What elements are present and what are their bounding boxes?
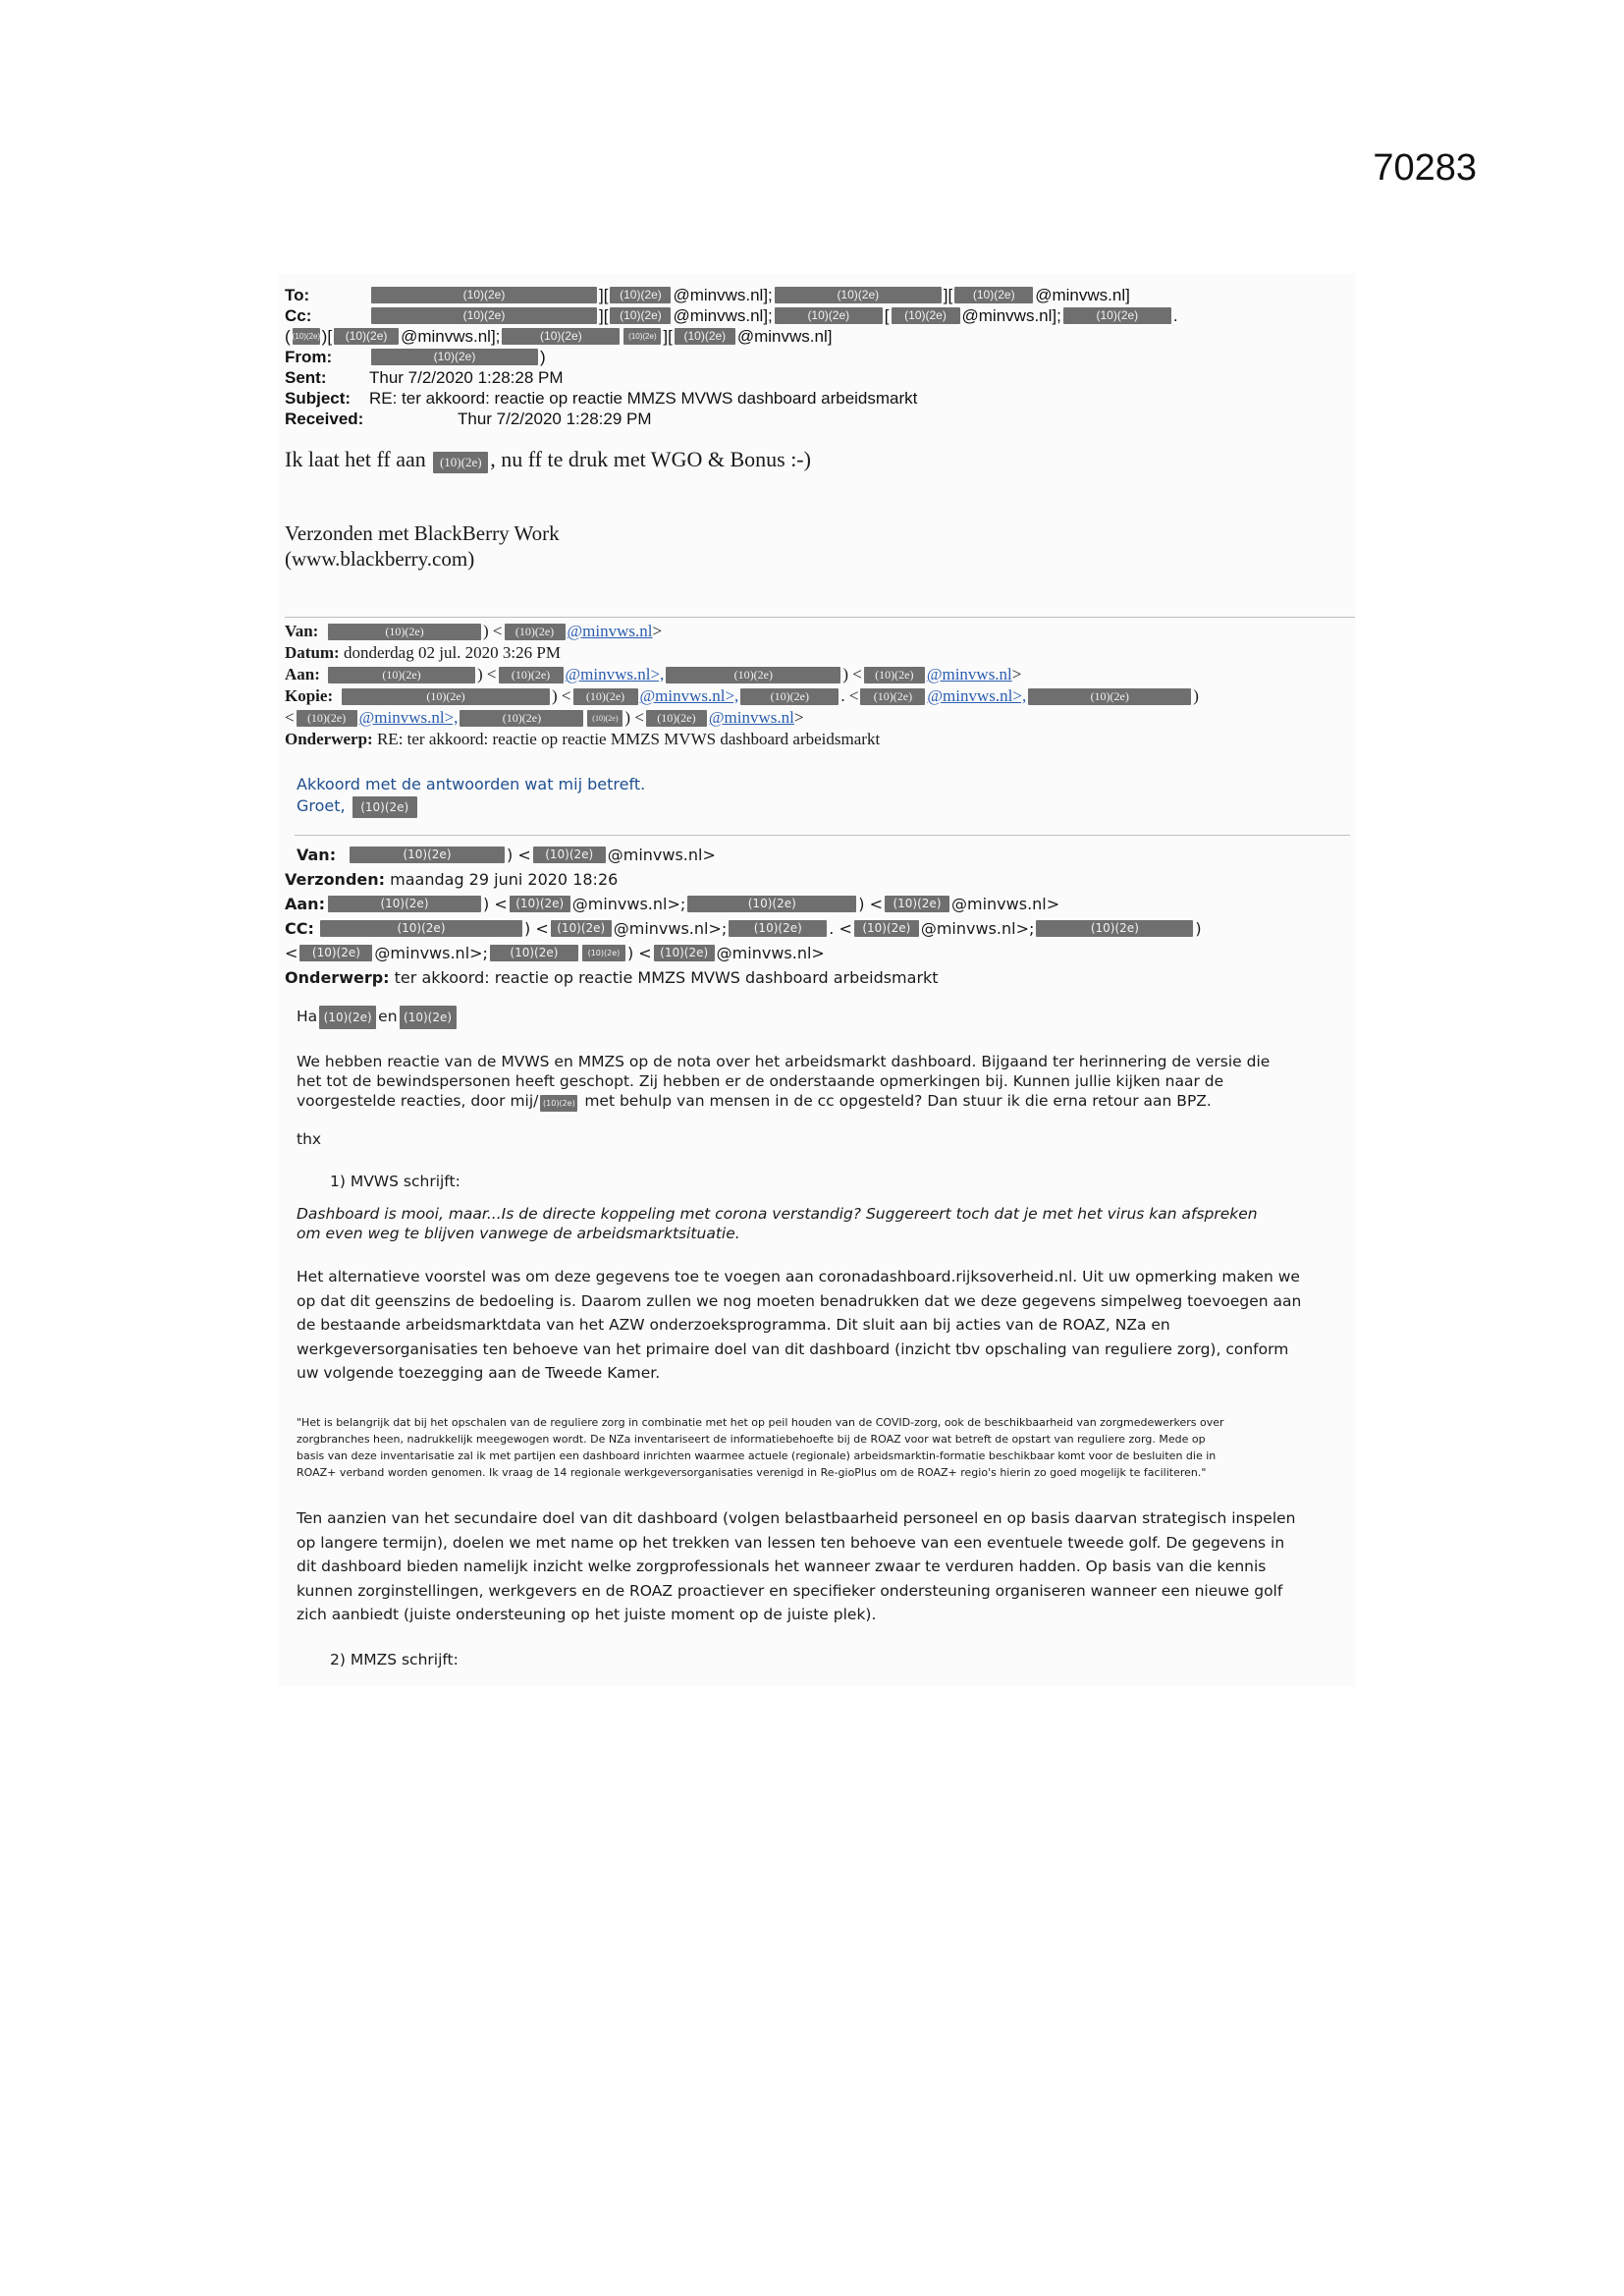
email-link[interactable]: @minvws.nl>, (565, 665, 665, 683)
redaction: (10)(2e) (860, 688, 925, 705)
redaction: (10)(2e) (540, 1095, 577, 1112)
sent-value: Thur 7/2/2020 1:28:28 PM (369, 368, 564, 387)
paragraph: Het alternatieve voorstel was om deze gegevens toe te voegen aan coronadashboard.rijksoverheid.nl. Uit uw opmerking maken we op dat dit geenszins de bedoeling is. Daarom zullen we nog moeten benadrukken dat we deze gegevens simpelweg toevoegen aan de bestaande arbeidsmarktdata van het AZW onderzoeksprogramma. Dit sluit aan bij acties van de ROAZ, NZa en werkgeversorganisaties ten behoeve van het primaire doel van dit dashboard (inzicht tbv opschaling van reguliere zorg), conform uw volgende toezegging aan de Tweede Kamer. (297, 1268, 1302, 1382)
signature: Verzonden met BlackBerry Work (www.blackberry.com) (285, 521, 560, 571)
redaction: (10)(2e) (775, 307, 883, 324)
email-domain: @minvws.nl]; (961, 306, 1061, 325)
email-link[interactable]: @minvws.nl (926, 665, 1012, 683)
list-item: 1) MVWS schrijft: (330, 1173, 460, 1190)
cc-label: Cc: (285, 306, 312, 325)
quote: Dashboard is mooi, maar...Is de directe koppeling met corona verstandig? Suggereert toch dat je met het virus kan afspreken om even weg te blijven vanwege de arbeidsmarktsituatie. (297, 1205, 1258, 1242)
paragraph: Ten aanzien van het secundaire doel van dit dashboard (volgen belastbaarheid personeel en op basis daarvan strategisch inspelen op langere termijn), doelen we met name op het trekken van lessen ten behoeve van een eventuele tweede golf. De gegevens in dit dashboard bieden namelijk inzicht welke zorgprofessionals het wanneer zwaar te verduren hadden. Op basis van die kennis kunnen zorginstellingen, werkgevers en de ROAZ proactiever en specifieker ondersteuning organiseren wanneer een nieuwe golf zich aanbiedt (juiste ondersteuning op het juiste moment op de juiste plek). (297, 1509, 1296, 1623)
email-link[interactable]: @minvws.nl (708, 708, 794, 727)
redaction: (10)(2e) (892, 307, 960, 324)
email-link[interactable]: @minvws.nl>, (639, 686, 739, 705)
redaction: (10)(2e) (1036, 920, 1193, 937)
to-label: To: (285, 286, 310, 304)
email-header (285, 285, 1178, 429)
document-number: 70283 (1373, 147, 1477, 189)
redaction: (10)(2e) (460, 710, 583, 727)
subject-row (285, 388, 1178, 409)
redaction: (10)(2e) (533, 847, 606, 863)
redaction: (10)(2e) (1063, 307, 1171, 324)
redaction: (10)(2e) (729, 920, 827, 937)
email-domain: @minvws.nl] (1035, 286, 1130, 304)
redaction: (10)(2e) (954, 287, 1033, 303)
cc-continued-row: ( (10)(2e) )[ (10)(2e) @minvws.nl]; (10)(2e) (10)(2e) ][ (10)(2e) @minvws.nl] (285, 327, 833, 346)
email-link[interactable]: @minvws.nl (567, 622, 653, 640)
email-domain: @minvws.nl]; (673, 306, 773, 325)
redaction: (10)(2e) (505, 624, 566, 640)
redaction: (10)(2e) (350, 847, 505, 863)
subject-value: RE: ter akkoord: reactie op reactie MMZS MVWS dashboard arbeidsmarkt (369, 389, 918, 408)
redaction: (10)(2e) (490, 945, 578, 961)
redaction: (10)(2e) (371, 287, 597, 303)
redaction: (10)(2e) (328, 667, 475, 683)
redaction: (10)(2e) (342, 688, 550, 705)
redaction: (10)(2e) (502, 328, 620, 345)
redaction: (10)(2e) (610, 287, 671, 303)
redaction: (10)(2e) (551, 920, 612, 937)
greeting: Ha (10)(2e) en (10)(2e) (297, 1006, 1347, 1029)
email-domain: @minvws.nl]; (673, 286, 773, 304)
redaction: (10)(2e) (433, 452, 488, 473)
redaction: (10)(2e) (352, 796, 417, 818)
redaction: (10)(2e) (573, 688, 638, 705)
redaction: (10)(2e) (623, 328, 661, 345)
redaction: (10)(2e) (293, 328, 320, 345)
paragraph: We hebben reactie van de MVWS en MMZS op de nota over het arbeidsmarkt dashboard. Bijgaand ter herinnering de versie die het tot de bewindspersonen heeft geschopt. Zij hebben er de onderstaande opmerkingen bij. Kunnen jullie kijken naar de voorgestelde reacties, door mij/ (10)(2e) met behulp van mensen in de cc opgesteld? Dan stuur ik die erna retour aan BPZ. (297, 1053, 1271, 1110)
citation: "Het is belangrijk dat bij het opschalen van de reguliere zorg in combinatie met het op peil houden van de COVID-zorg, ook de beschikbaarheid van zorgmedewerkers over zorgbranches heen, nadrukkelijk meegewogen wordt. De NZa inventariseert de informatiebehoefte bij de ROAZ voor wat betreft de opstart van reguliere zorg. Mede op basis van deze inventarisatie zal ik met partijen een dashboard inrichten waarmee actuele (regionale) arbeidsmarktin-formatie beschikbaar komt voor de besluiten die in ROAZ+ verband worden genomen. Ik vraag de 14 regionale werkgeversorganisaties verenigd in Re-gioPlus om de ROAZ+ regio's hierin zo goed mogelijk te faciliteren." (297, 1416, 1224, 1479)
email-link[interactable]: @minvws.nl>, (358, 708, 459, 727)
redaction: (10)(2e) (334, 328, 399, 345)
redaction: (10)(2e) (328, 896, 481, 912)
redaction: (10)(2e) (675, 328, 735, 345)
redaction: (10)(2e) (320, 920, 522, 937)
redaction: (10)(2e) (1028, 688, 1191, 705)
sent-label: Sent: (285, 368, 327, 387)
redaction: (10)(2e) (319, 1006, 376, 1029)
redaction: (10)(2e) (654, 945, 715, 961)
redaction: (10)(2e) (582, 945, 625, 961)
redaction: (10)(2e) (297, 710, 357, 727)
received-value: Thur 7/2/2020 1:28:29 PM (458, 410, 652, 428)
email-link[interactable]: @minvws.nl>, (927, 686, 1027, 705)
email-domain: @minvws.nl]; (401, 327, 501, 346)
forward-header-1: Van: (10)(2e) ) < (10)(2e) @minvws.nl > Datum: donderdag 02 jul. 2020 3:26 PM Aan: (10)(2e) ) < (10)(2e) @minvws.nl>, (10)(2e) ) < (10)(2e) @minvws.nl > Kopie: (10)(2e) ) < (10)(2e) @minvws.nl>, (10)(2e) . < (10)(2e) @minvws.nl>, (10)(2e) ) < (10)(2e) @minvws.nl>, (10)(2e) (10)(2e) ) < (10)(2e) @minvws.nl > Onderwerp: RE: ter akkoord: reactie op reactie MMZS MVWS dashboard arbeidsmarkt (285, 622, 1199, 748)
email-domain: @minvws.nl] (736, 327, 833, 346)
cc-row: Cc: (10)(2e) ][ (10)(2e) @minvws.nl]; (10)(2e) [ (10)(2e) @minvws.nl]; (10)(2e) . (285, 306, 1178, 325)
redaction: (10)(2e) (610, 307, 671, 324)
subject-label: Subject: (285, 389, 352, 408)
message-body: Ik laat het ff aan (10)(2e) , nu ff te druk met WGO & Bonus :-) (285, 447, 811, 471)
redaction: (10)(2e) (775, 287, 942, 303)
redaction: (10)(2e) (687, 896, 856, 912)
redaction: (10)(2e) (885, 896, 949, 912)
from-row: From: (10)(2e) ) (285, 348, 546, 366)
redaction: (10)(2e) (854, 920, 919, 937)
redaction: (10)(2e) (371, 349, 538, 365)
redaction: (10)(2e) (510, 896, 570, 912)
redaction: (10)(2e) (666, 667, 840, 683)
redaction: (10)(2e) (328, 624, 481, 640)
received-row (285, 409, 1178, 429)
redaction: (10)(2e) (371, 307, 597, 324)
reply-text: Akkoord met de antwoorden wat mij betreft. Groet, (10)(2e) (297, 774, 645, 818)
redaction: (10)(2e) (646, 710, 707, 727)
from-label: From: (285, 348, 333, 366)
received-label: Received: (285, 410, 364, 428)
redaction: (10)(2e) (400, 1006, 457, 1029)
redaction: (10)(2e) (740, 688, 839, 705)
redaction: (10)(2e) (864, 667, 925, 683)
redaction: (10)(2e) (499, 667, 564, 683)
redaction: (10)(2e) (299, 945, 372, 961)
redaction: (10)(2e) (587, 710, 623, 727)
divider (285, 617, 1355, 618)
thx-line: thx (297, 1130, 322, 1148)
to-row: To: (10)(2e) ][ (10)(2e) @minvws.nl]; (10)(2e) ][ (10)(2e) @minvws.nl] (285, 286, 1130, 304)
forward-header-2: Van: (10)(2e) ) < (10)(2e) @minvws.nl> Verzonden: maandag 29 juni 2020 18:26 Aan: (10)(2e) ) < (10)(2e) @minvws.nl>; (10)(2e) ) < (10)(2e) @minvws.nl> CC: (10)(2e) ) < (10)(2e) @minvws.nl>; (10)(2e) . < (10)(2e) @minvws.nl>; (10)(2e) ) < (10)(2e) @minvws.nl>; (10)(2e) (10)(2e) ) < (10)(2e) @minvws.nl> Onderwerp: ter akkoord: reactie op reactie MMZS MVWS dashboard arbeidsmarkt (285, 846, 1202, 987)
list-item: 2) MMZS schrijft: (330, 1651, 459, 1668)
sent-row (285, 367, 1178, 388)
divider (295, 835, 1350, 836)
